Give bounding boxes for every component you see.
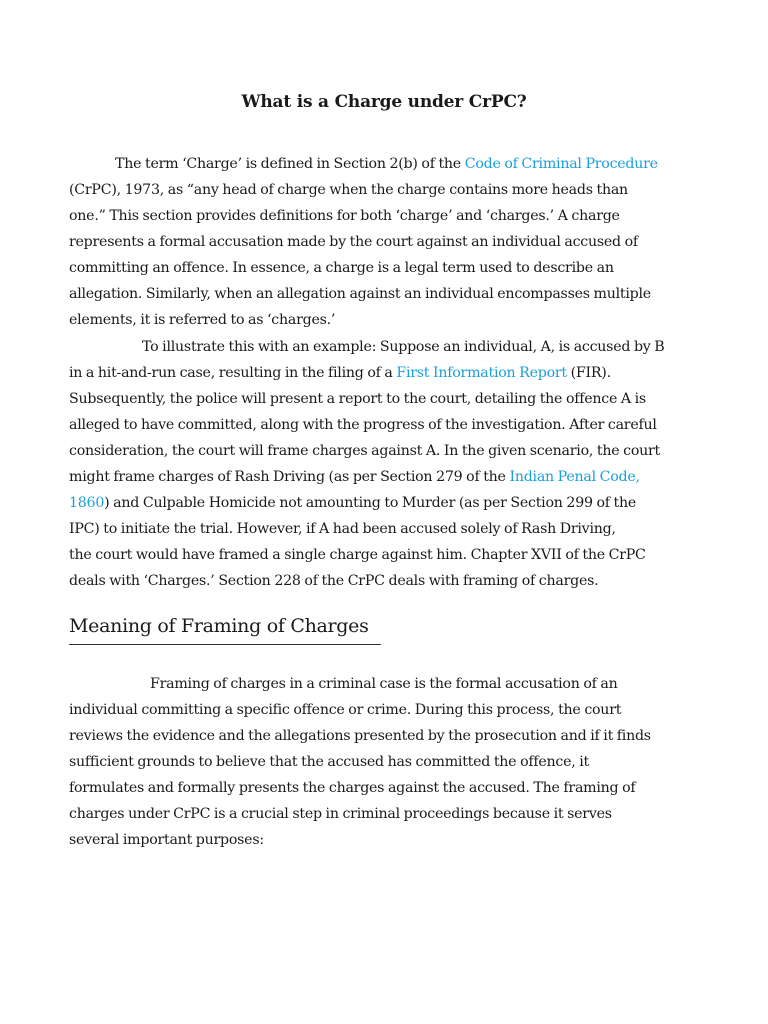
text-line: Framing of charges in a criminal case is the formal accusation of an — [150, 676, 618, 692]
link-indian-penal-code-year[interactable]: 1860 — [69, 495, 105, 511]
text-line: in a hit-and-run case, resulting in the filing of a First Information Report (FIR). — [69, 365, 611, 381]
text-line: consideration, the court will frame charges against A. In the given scenario, the court — [69, 443, 660, 459]
text-line: To illustrate this with an example: Suppose an individual, A, is accused by B — [142, 339, 665, 355]
link-code-of-criminal-procedure[interactable]: Code of Criminal Procedure — [464, 156, 658, 172]
page-title: What is a Charge under CrPC? — [241, 92, 527, 112]
text-line: represents a formal accusation made by the court against an individual accused of — [69, 234, 638, 250]
text-line: individual committing a specific offence or crime. During this process, the court — [69, 702, 622, 718]
text-line: charges under CrPC is a crucial step in criminal proceedings because it serves — [69, 806, 612, 822]
paragraph-charge-example — [69, 334, 709, 594]
paragraph-framing-of-charges — [69, 671, 709, 853]
text-line: might frame charges of Rash Driving (as per Section 279 of the Indian Penal Code, — [69, 469, 640, 485]
text-line: alleged to have committed, along with the progress of the investigation. After careful — [69, 417, 657, 433]
text-line: The term ‘Charge’ is defined in Section 2(b) of the Code of Criminal Procedure — [115, 156, 658, 172]
text-line: (CrPC), 1973, as “any head of charge when the charge contains more heads than — [69, 182, 628, 198]
paragraph-charge-definition — [69, 151, 709, 333]
text-line: Subsequently, the police will present a report to the court, detailing the offence A is — [69, 391, 646, 407]
text-line: one.” This section provides definitions for both ‘charge’ and ‘charges.’ A charge — [69, 208, 620, 224]
link-first-information-report[interactable]: First Information Report — [396, 365, 567, 381]
text-line: 1860) and Culpable Homicide not amounting to Murder (as per Section 299 of the — [69, 495, 637, 511]
text-line: committing an offence. In essence, a charge is a legal term used to describe an — [69, 260, 614, 276]
section-heading: Meaning of Framing of Charges — [69, 615, 369, 637]
link-indian-penal-code[interactable]: Indian Penal Code, — [509, 469, 640, 485]
text-line: allegation. Similarly, when an allegation against an individual encompasses multiple — [69, 286, 651, 302]
text-line: sufficient grounds to believe that the accused has committed the offence, it — [69, 754, 590, 770]
text-line: IPC) to initiate the trial. However, if A had been accused solely of Rash Driving, — [69, 521, 616, 537]
text-line: the court would have framed a single charge against him. Chapter XVII of the CrPC — [69, 547, 646, 563]
text-line: several important purposes: — [69, 832, 264, 848]
text-line: deals with ‘Charges.’ Section 228 of the CrPC deals with framing of charges. — [69, 573, 599, 589]
text-line: elements, it is referred to as ‘charges.’ — [69, 312, 336, 328]
text-line: reviews the evidence and the allegations presented by the prosecution and if it finds — [69, 728, 651, 744]
text-line: formulates and formally presents the charges against the accused. The framing of — [69, 780, 636, 796]
heading-underline — [69, 644, 381, 645]
